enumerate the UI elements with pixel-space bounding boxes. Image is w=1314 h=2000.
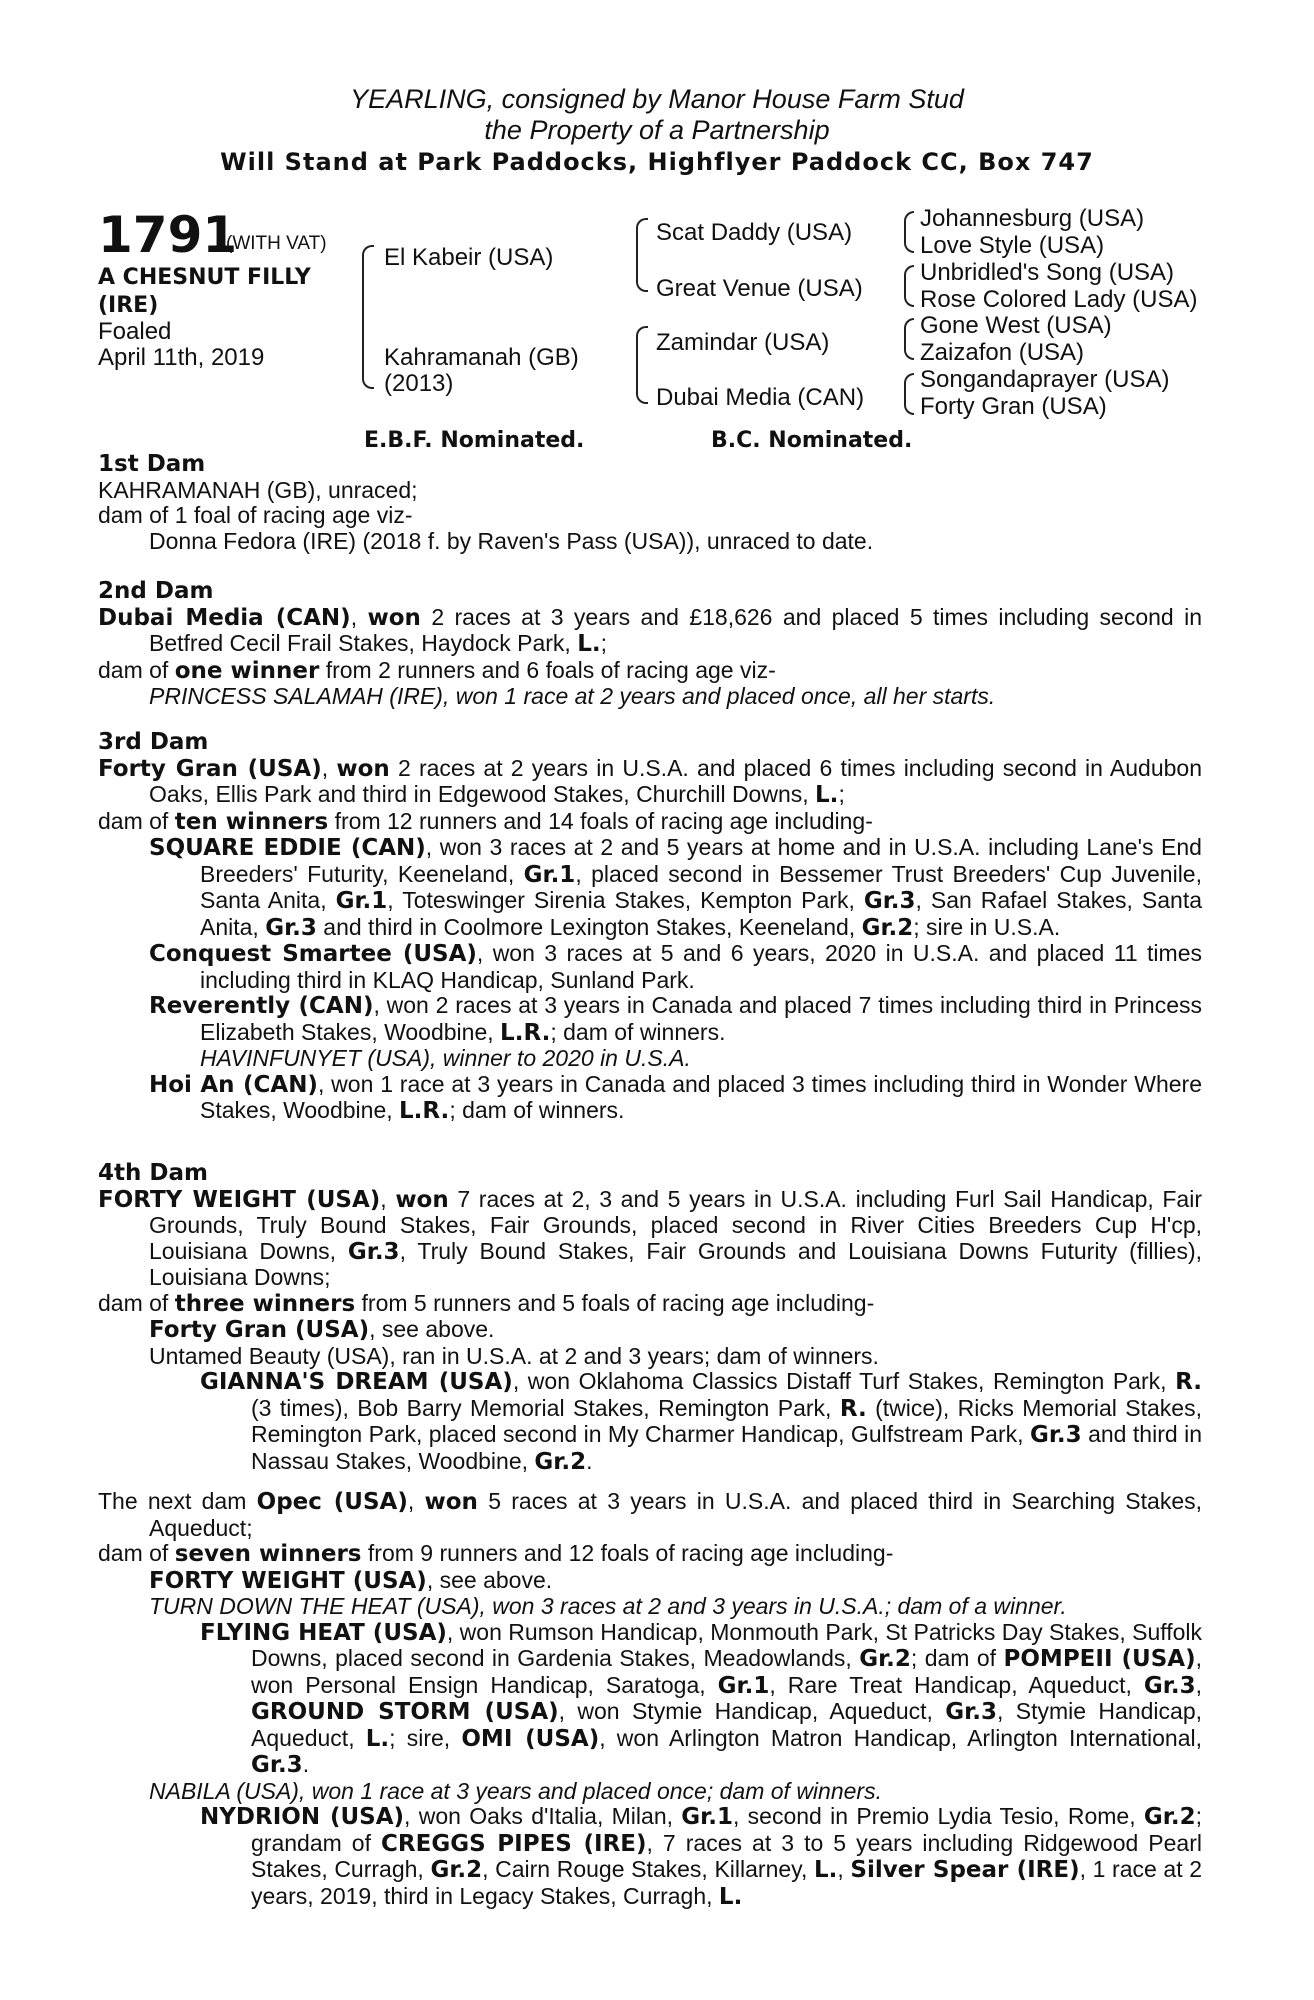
pedigree-dam-dam: Dubai Media (CAN) [656,384,865,411]
dam-summary: FORTY WEIGHT (USA), won 7 races at 2, 3 and 5 years in U.S.A. including Furl Sail Handicap, Fair Grounds, Truly Bound Stakes, Fair Grounds, placed second in River Cities Breeders Cup H'cp, Louisiana Downs, Gr.3, Truly Bound Stakes, Fair Grounds and Louisiana Downs Futurity (fillies), Louisiana Downs; [98,1185,1202,1290]
dam-summary: KAHRAMANAH (GB), unraced; [98,476,418,503]
produce-intro: dam of 1 foal of racing age viz- [98,502,413,528]
produce-entry: PRINCESS SALAMAH (IRE), won 1 race at 2 years and placed once, all her starts. [149,683,996,709]
pedigree-dam: Kahramanah (GB) [384,344,579,371]
produce-entry: Donna Fedora (IRE) (2018 f. by Raven's Pass (USA)), unraced to date. [149,527,874,554]
produce-entry: TURN DOWN THE HEAT (USA), won 3 races at 2 and 3 years in U.S.A.; dam of a winner. [149,1593,1067,1619]
produce-intro: dam of three winners from 5 runners and 5 foals of racing age including- [98,1289,875,1317]
pedigree-ancestor: Rose Colored Lady (USA) [920,286,1198,313]
pedigree-bracket [636,326,648,404]
property-line: the Property of a Partnership [484,115,830,145]
produce-entry: FORTY WEIGHT (USA), see above. [149,1566,553,1594]
pedigree-dam-sire: Zamindar (USA) [656,329,830,356]
pedigree-bracket [904,211,914,253]
pedigree-dam-year: (2013) [384,370,454,397]
section-heading: 4th Dam [98,1160,208,1186]
section-heading: 1st Dam [98,451,206,477]
pedigree-ancestor: Gone West (USA) [920,312,1112,339]
produce-entry: Hoi An (CAN), won 1 race at 3 years in Canada and placed 3 times including third in Wonder Where Stakes, Woodbine, L.R.; dam of winners. [149,1070,1202,1124]
produce-entry: Forty Gran (USA), see above. [149,1316,495,1343]
dam-name: Opec (USA) [256,1489,408,1515]
pedigree-ancestor: Love Style (USA) [920,232,1105,259]
pedigree-ancestor: Johannesburg (USA) [920,205,1145,232]
pedigree-sire-sire: Scat Daddy (USA) [656,219,853,246]
foaled-label: Foaled [98,318,172,345]
pedigree-ancestor: Forty Gran (USA) [920,393,1107,420]
third-dam-section [98,730,1202,1125]
produce-intro: dam of one winner from 2 runners and 6 foals of racing age viz- [98,656,776,684]
fourth-dam-section [98,1161,1202,1475]
lot-description: A CHESNUT FILLY [98,265,311,290]
ebf-nomination: E.B.F. Nominated. [364,428,585,453]
location-line: Will Stand at Park Paddocks, Highflyer Paddock CC, Box 747 [220,148,1094,176]
pedigree-bracket [904,318,914,360]
bc-nomination: B.C. Nominated. [711,428,913,453]
pedigree-ancestor: Songandaprayer (USA) [920,366,1170,393]
produce-entry: Reverently (CAN), won 2 races at 3 years in Canada and placed 7 times including third in Princess Elizabeth Stakes, Woodbine, L.R.; dam of winners. [149,992,1202,1046]
pedigree-bracket [362,245,374,389]
section-heading: 3rd Dam [98,729,209,755]
produce-entry: FLYING HEAT (USA), won Rumson Handicap, Monmouth Park, St Patricks Day Stakes, Suffolk Downs, placed second in Gardenia Stakes, Meadowlands, Gr.2; dam of POMPEII (USA), won Personal Ensign Handicap, Saratoga, Gr.1, Rare Treat Handicap, Aqueduct, Gr.3, GROUND STORM (USA), won Stymie Handicap, Aqueduct, Gr.3, Stymie Handicap, Aqueduct, L.; sire, OMI (USA), won Arlington Matron Handicap, Arlington International, Gr.3. [200,1618,1203,1778]
dam-name: FORTY WEIGHT (USA) [98,1186,381,1213]
dam-summary: Forty Gran (USA), won 2 races at 2 years in U.S.A. and placed 6 times including second in Audubon Oaks, Ellis Park and third in Edgewood Stakes, Churchill Downs, L.; [98,754,1202,808]
vat-label: (WITH VAT) [226,233,327,254]
second-dam-section [98,579,1202,710]
pedigree-sire-dam: Great Venue (USA) [656,275,863,302]
pedigree-ancestor: Unbridled's Song (USA) [920,259,1175,286]
dam-summary: Dubai Media (CAN), won 2 races at 3 years and £18,626 and placed 5 times including second in Betfred Cecil Frail Stakes, Haydock Park, L.; [98,603,1203,657]
produce-entry: SQUARE EDDIE (CAN), won 3 races at 2 and 5 years at home and in U.S.A. including Lane's End Breeders' Futurity, Keeneland, Gr.1, placed second in Bessemer Trust Breeders' Cup Juvenile, Santa Anita, Gr.1, Toteswinger Sirenia Stakes, Kempton Park, Gr.3, San Rafael Stakes, Santa Anita, Gr.3 and third in Coolmore Lexington Stakes, Keeneland, Gr.2; sire in U.S.A. [149,834,1202,941]
produce-entry: NABILA (USA), won 1 race at 3 years and placed once; dam of winners. [149,1777,882,1804]
produce-intro: dam of seven winners from 9 runners and 12 foals of racing age including- [98,1540,894,1567]
dam-summary: The next dam Opec (USA), won 5 races at 3 years in U.S.A. and placed third in Searching Stakes, Aqueduct; [98,1488,1203,1541]
pedigree-bracket [636,218,648,292]
lot-country: (IRE) [98,293,159,318]
pedigree-ancestor: Zaizafon (USA) [920,339,1085,366]
pedigree-bracket [904,265,914,307]
produce-entry: NYDRION (USA), won Oaks d'Italia, Milan, Gr.1, second in Premio Lydia Tesio, Rome, Gr.2; grandam of CREGGS PIPES (IRE), 7 races at 3 to 5 years including Ridgewood Pearl Stakes, Curragh, Gr.2, Cairn Rouge Stakes, Killarney, L., Silver Spear (IRE), 1 race at 2 years, 2019, third in Legacy Stakes, Curragh, L. [200,1803,1203,1910]
pedigree-sire: El Kabeir (USA) [384,244,554,271]
produce-entry: HAVINFUNYET (USA), winner to 2020 in U.S.A. [200,1045,691,1071]
produce-intro: dam of ten winners from 12 runners and 14 foals of racing age including- [98,807,873,835]
dam-name: Forty Gran (USA) [98,755,322,782]
produce-entry: Untamed Beauty (USA), ran in U.S.A. at 2 and 3 years; dam of winners. [149,1342,879,1369]
next-dam-section [98,1489,1202,1910]
section-heading: 2nd Dam [98,578,214,604]
produce-entry: GIANNA'S DREAM (USA), won Oklahoma Classics Distaff Turf Stakes, Remington Park, R. (3 times), Bob Barry Memorial Stakes, Remington Park, R. (twice), Ricks Memorial Stakes, Remington Park, placed second in My Charmer Handicap, Gulfstream Park, Gr.3 and third in Nassau Stakes, Woodbine, Gr.2. [200,1368,1202,1475]
lot-number: 1791 [98,206,238,264]
foaled-date: April 11th, 2019 [98,344,265,371]
consignor-line: YEARLING, consigned by Manor House Farm Stud [350,84,964,114]
produce-entry: Conquest Smartee (USA), won 3 races at 5 and 6 years, 2020 in U.S.A. and placed 11 times including third in KLAQ Handicap, Sunland Park. [149,940,1202,993]
first-dam-section [98,452,1202,554]
dam-name: Dubai Media (CAN) [98,604,351,631]
pedigree-bracket [904,373,914,415]
